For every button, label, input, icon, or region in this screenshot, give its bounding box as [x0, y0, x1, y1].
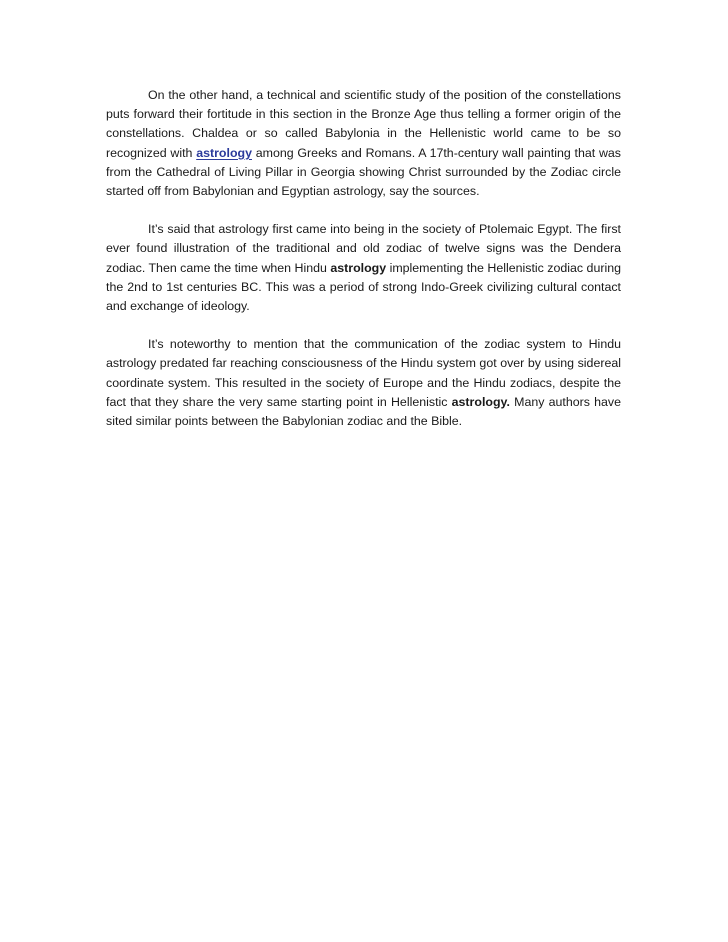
- paragraph-3-text-end: Many authors have sited similar points between the Babylonian zodiac and the Bible.: [106, 394, 621, 429]
- paragraph-1-text-start: On the other hand, a technical and scientific study of the position of the constellations puts forward their fortitude in this section in the Bronze Age thus telling a former origin of the constellations. Chaldea or so called Babylonia in the Hellenistic world came to be so recognized with: [106, 88, 621, 160]
- paragraph-hindu-zodiac: [106, 335, 621, 431]
- paragraph-1-text-end: among Greeks and Romans. A 17th-century wall painting that was from the Cathedral of Living Pillar in Georgia showing Christ surrounded by the Zodiac circle started off from Babylonian and Egyptian astrology, say the sources.: [106, 145, 621, 199]
- astrology-keyword: astrology.: [451, 394, 510, 409]
- paragraph-2-text-end: implementing the Hellenistic zodiac during the 2nd to 1st centuries BC. This was a period of strong Indo-Greek civilizing cultural contact and exchange of ideology.: [106, 260, 621, 314]
- astrology-link[interactable]: astrology: [196, 145, 252, 160]
- paragraph-ptolemaic-egypt: [106, 220, 621, 316]
- document-page: [106, 86, 621, 450]
- astrology-keyword: astrology: [330, 260, 387, 275]
- paragraph-2-text-start: It’s said that astrology first came into being in the society of Ptolemaic Egypt. The first ever found illustration of the traditional and old zodiac of twelve signs was the Dendera zodiac. Then came the time when Hindu: [106, 222, 621, 275]
- paragraph-babylonian-origins: [106, 86, 621, 201]
- paragraph-3-text-start: It’s noteworthy to mention that the communication of the zodiac system to Hindu astrology predated far reaching consciousness of the Hindu system got over by using sidereal coordinate system. This resulted in the society of Europe and the Hindu zodiacs, despite the fact that they share the very same starting point in Hellenistic: [106, 337, 621, 409]
